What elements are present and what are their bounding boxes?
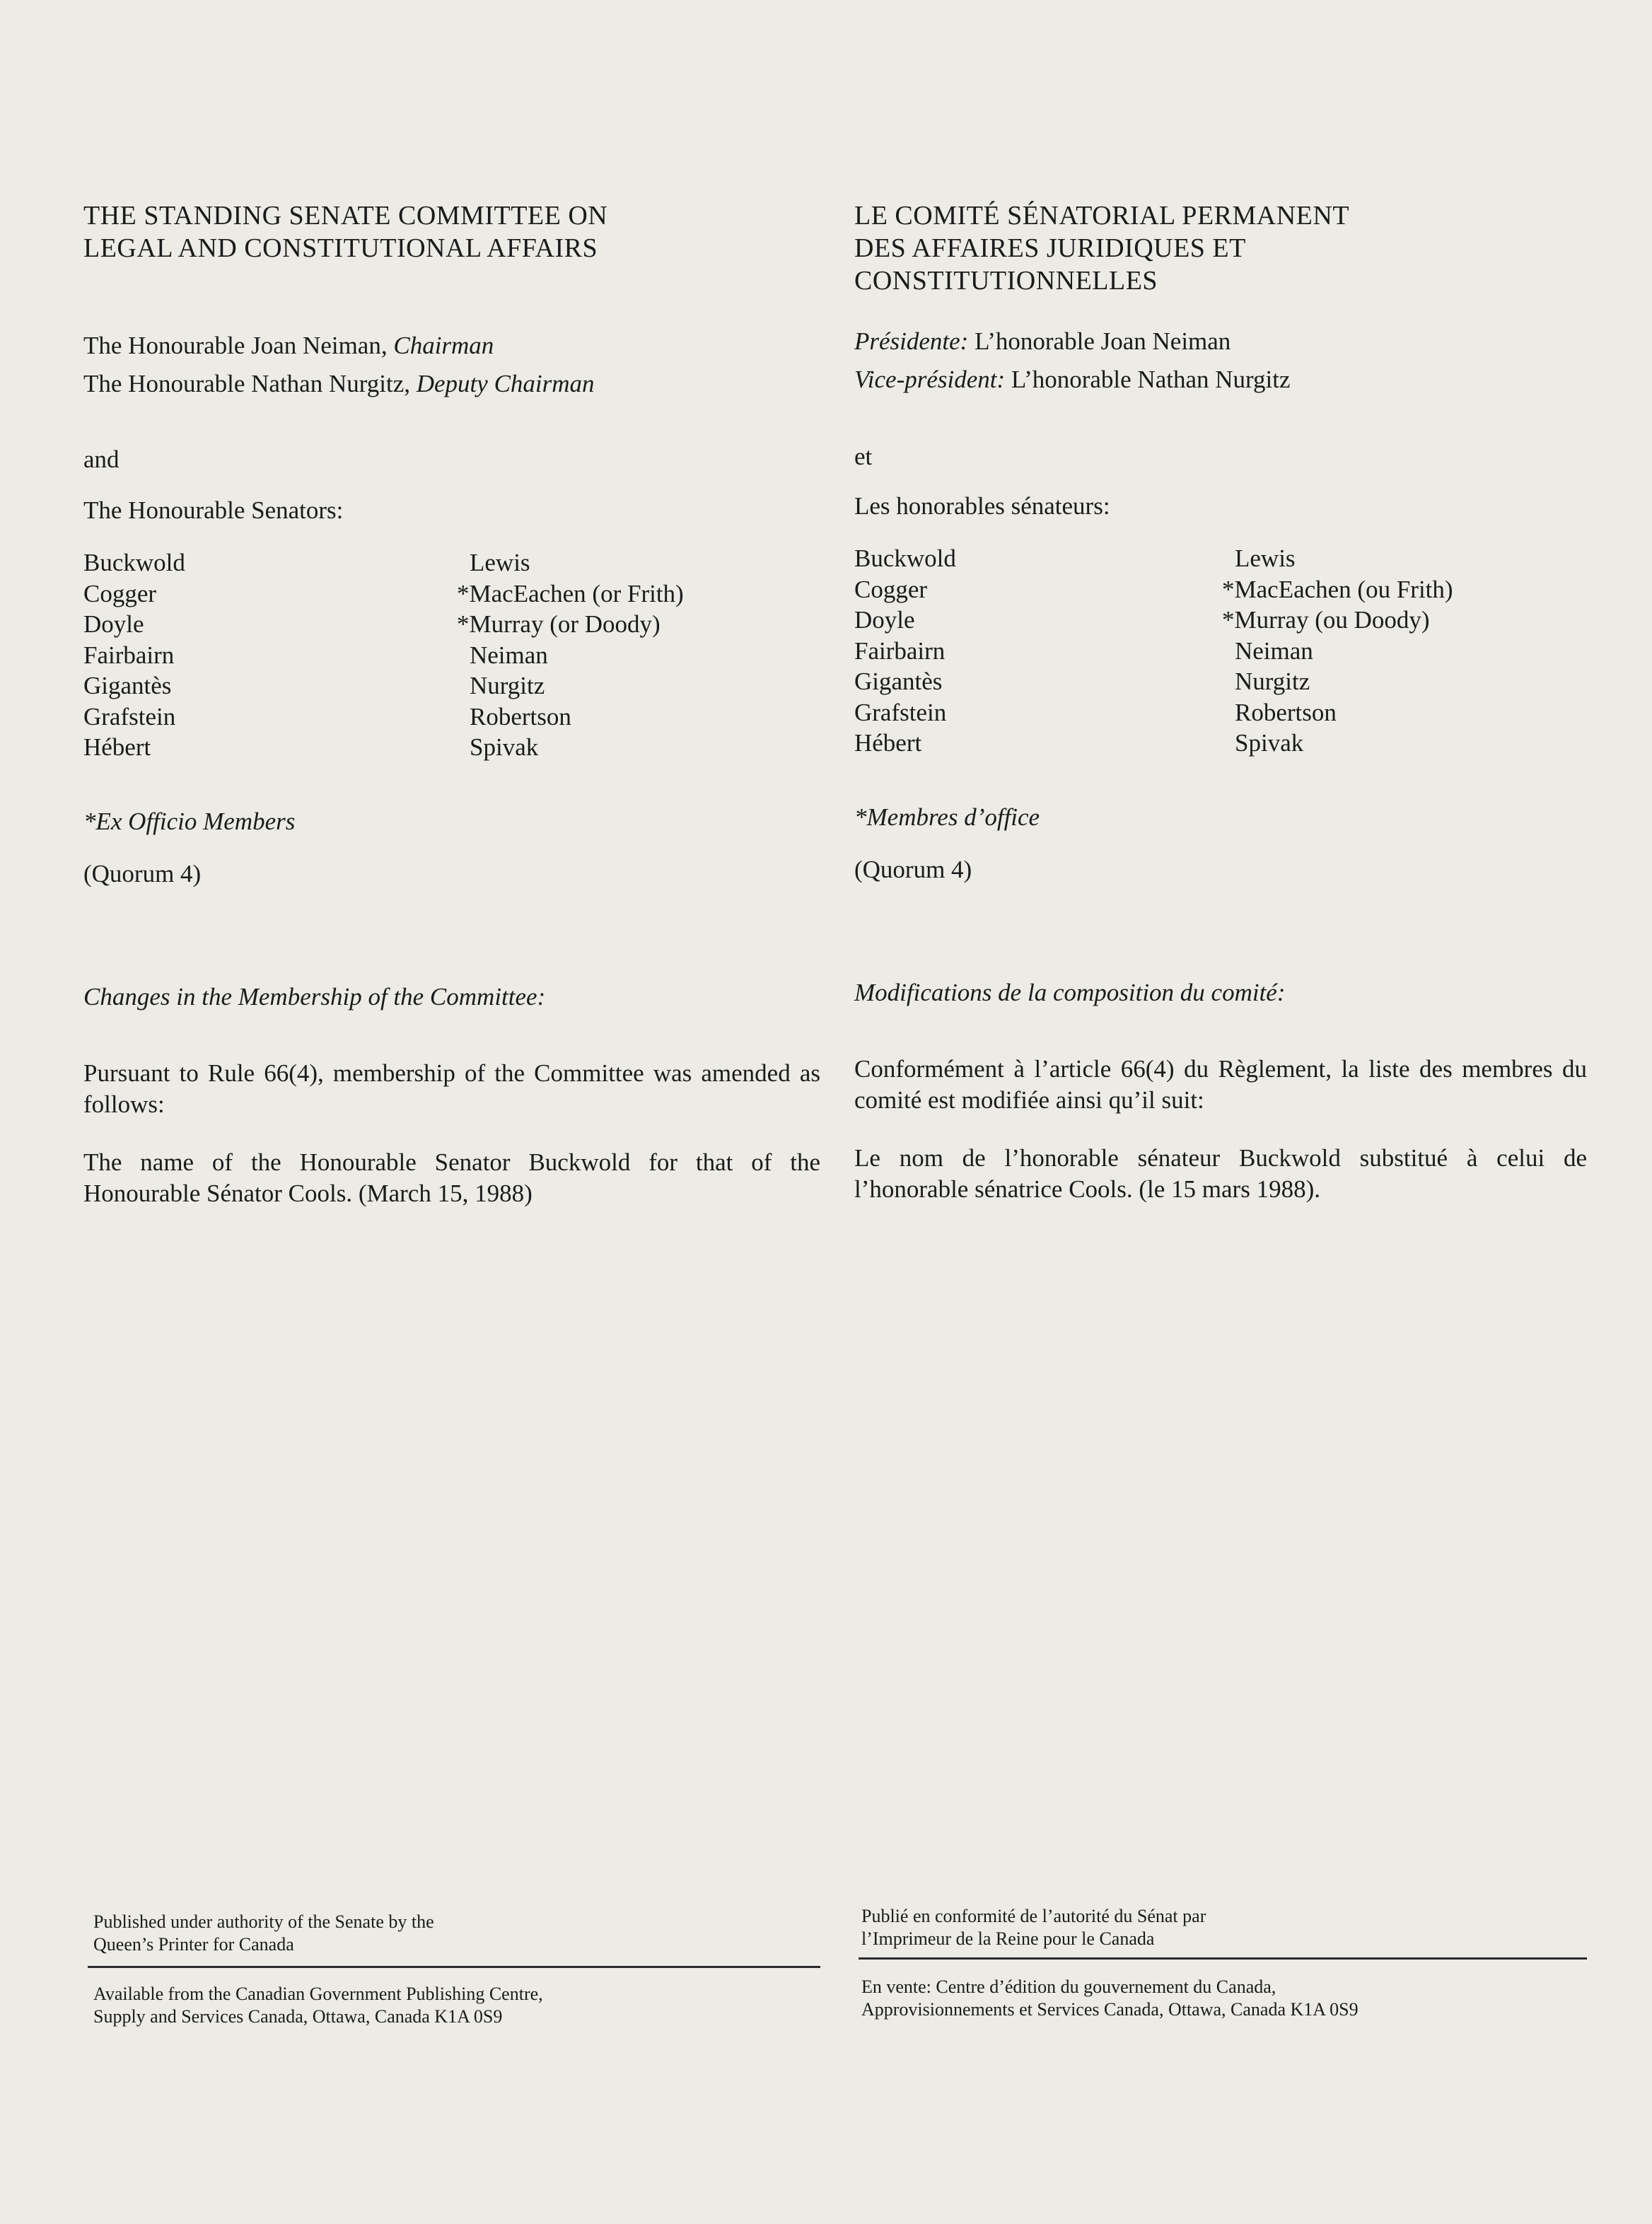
- title-line-3: CONSTITUTIONNELLES: [854, 266, 1158, 296]
- bleed-through-shadow: [870, 764, 1577, 919]
- deputy-chair-line: [83, 365, 595, 403]
- member-name: Doyle: [854, 606, 915, 634]
- and-label: et: [854, 443, 873, 470]
- availability-notice-fr: [861, 1976, 1359, 2021]
- title-line-1: LE COMITÉ SÉNATORIAL PERMANENT: [854, 201, 1350, 231]
- member-name: Lewis: [470, 549, 530, 576]
- member-name: Neiman: [470, 641, 548, 669]
- member-name: Nurgitz: [470, 672, 545, 699]
- member-name: Grafstein: [83, 702, 176, 730]
- member-name: Hébert: [854, 729, 922, 757]
- members-list-en: [83, 547, 684, 763]
- member-name: *Murray (or Doody): [457, 610, 661, 638]
- membership-amended-paragraph: Pursuant to Rule 66(4), membership of the Committee was amended as follows:: [83, 1059, 820, 1118]
- member-name: *MacEachen (or Frith): [457, 579, 684, 607]
- deputy-name: L’honorable Nathan Nurgitz: [1005, 366, 1291, 393]
- chair-role: Présidente:: [854, 327, 969, 355]
- footer-line: l’Imprimeur de la Reine pour le Canada: [861, 1928, 1155, 1949]
- member-name: Robertson: [1235, 698, 1337, 726]
- member-name: Gigantès: [83, 672, 172, 699]
- officers-en: [83, 327, 595, 403]
- title-line-2: LEGAL AND CONSTITUTIONAL AFFAIRS: [83, 233, 598, 263]
- changes-heading: Changes in the Membership of the Committee:: [83, 983, 546, 1011]
- deputy-chair-line: [854, 361, 1291, 399]
- members-list-fr: [854, 543, 1453, 759]
- member-name: Spivak: [470, 733, 539, 761]
- availability-notice-en: [93, 1983, 543, 2028]
- member-name: Robertson: [470, 702, 571, 730]
- member-name: Gigantès: [854, 668, 943, 695]
- footer-line: En vente: Centre d’édition du gouvernement du Canada,: [861, 1976, 1276, 1997]
- footer-line: Publié en conformité de l’autorité du Sénat par: [861, 1906, 1206, 1926]
- honourable-senators-label: Les honorables sénateurs:: [854, 492, 1110, 520]
- and-label: and: [83, 446, 120, 473]
- member-name: *MacEachen (ou Frith): [1222, 575, 1453, 603]
- ex-officio-note: *Membres d’office: [854, 803, 1040, 831]
- footer-line: Approvisionnements et Services Canada, Ottawa, Canada K1A 0S9: [861, 1999, 1359, 2020]
- member-name: Buckwold: [854, 545, 956, 572]
- footer-line: Published under authority of the Senate by the: [93, 1911, 434, 1932]
- member-name: Lewis: [1235, 545, 1296, 572]
- deputy-name: The Honourable Nathan Nurgitz,: [83, 370, 417, 397]
- chair-line: [83, 327, 595, 365]
- ex-officio-note: *Ex Officio Members: [83, 808, 296, 835]
- chair-role: Chairman: [393, 332, 494, 359]
- committee-title-fr: [854, 199, 1349, 297]
- member-name: Buckwold: [83, 549, 185, 576]
- member-name: Hébert: [83, 733, 151, 761]
- committee-title-en: [83, 199, 607, 264]
- member-name: Nurgitz: [1235, 668, 1310, 695]
- members-column-2: [1222, 543, 1453, 759]
- publication-notice-fr: [861, 1905, 1206, 1950]
- title-line-2: DES AFFAIRES JURIDIQUES ET: [854, 233, 1246, 263]
- members-column-1: [854, 543, 1216, 759]
- title-line-1: THE STANDING SENATE COMMITTEE ON: [83, 201, 608, 231]
- publication-notice-en: [93, 1911, 434, 1956]
- substitution-paragraph: The name of the Honourable Senator Buckwold for that of the Honourable Sénator Cools. (March 15, 1988): [83, 1148, 820, 1207]
- chair-line: [854, 322, 1291, 361]
- quorum-note: (Quorum 4): [854, 856, 972, 883]
- substitution-paragraph: Le nom de l’honorable sénateur Buckwold substitué à celui de l’honorable sénatrice Cools. (le 15 mars 1988).: [854, 1144, 1587, 1203]
- quorum-note: (Quorum 4): [83, 860, 202, 887]
- member-name: Neiman: [1235, 636, 1313, 665]
- chair-name: L’honorable Joan Neiman: [968, 327, 1231, 355]
- footer-line: Queen’s Printer for Canada: [93, 1934, 294, 1955]
- member-name: Fairbairn: [854, 636, 946, 665]
- footer-line: Supply and Services Canada, Ottawa, Canada K1A 0S9: [93, 2006, 503, 2027]
- footer-line: Available from the Canadian Government Publishing Centre,: [93, 1984, 543, 2004]
- officers-fr: [854, 322, 1291, 399]
- members-column-1: [83, 547, 451, 763]
- changes-heading: Modifications de la composition du comité:: [854, 979, 1286, 1006]
- member-name: Fairbairn: [83, 641, 175, 669]
- honourable-senators-label: The Honourable Senators:: [83, 496, 344, 524]
- footer-divider: [88, 1966, 820, 1968]
- member-name: Cogger: [854, 575, 928, 603]
- membership-amended-paragraph: Conformément à l’article 66(4) du Règlement, la liste des membres du comité est modifiée ainsi qu’il suit:: [854, 1055, 1587, 1114]
- deputy-role: Vice-président:: [854, 366, 1006, 393]
- member-name: Cogger: [83, 579, 157, 607]
- member-name: *Murray (ou Doody): [1222, 606, 1430, 634]
- footer-divider: [859, 1957, 1587, 1960]
- deputy-role: Deputy Chairman: [416, 370, 595, 397]
- members-column-2: [457, 547, 684, 763]
- member-name: Grafstein: [854, 698, 947, 726]
- member-name: Doyle: [83, 610, 144, 638]
- member-name: Spivak: [1235, 729, 1304, 757]
- chair-name: The Honourable Joan Neiman,: [83, 332, 394, 359]
